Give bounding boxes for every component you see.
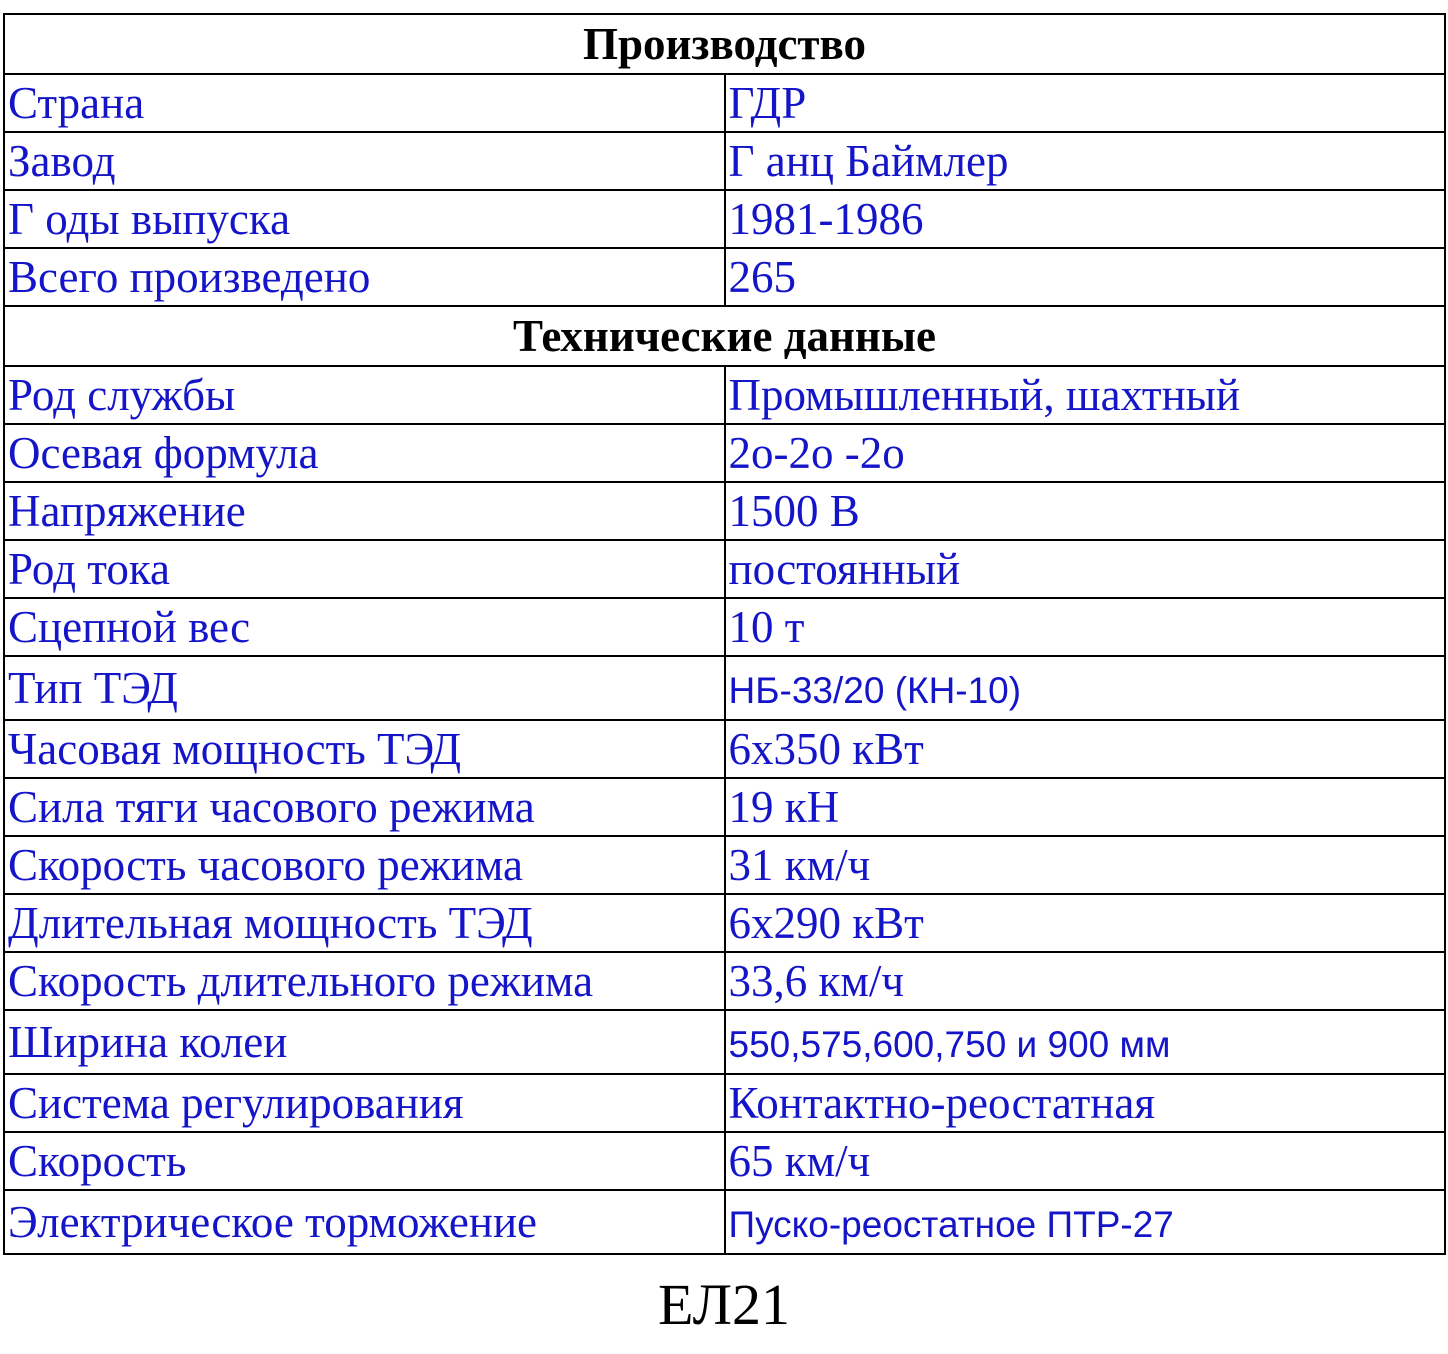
table-row [4, 836, 1445, 894]
row-value: Контактно-реостатная [725, 1074, 1446, 1132]
section-header-row [4, 14, 1445, 74]
table-row [4, 248, 1445, 306]
table-row [4, 540, 1445, 598]
row-value: ГДР [725, 74, 1446, 132]
row-value: 19 кН [725, 778, 1446, 836]
row-value: 6х290 кВт [725, 894, 1446, 952]
row-label: Система регулирования [4, 1074, 725, 1132]
row-label: Осевая формула [4, 424, 725, 482]
row-value: 33,6 км/ч [725, 952, 1446, 1010]
table-row [4, 1190, 1445, 1254]
row-label: Длительная мощность ТЭД [4, 894, 725, 952]
row-value: 1500 В [725, 482, 1446, 540]
table-row [4, 132, 1445, 190]
row-label: Скорость длительного режима [4, 952, 725, 1010]
row-label: Скорость [4, 1132, 725, 1190]
row-label: Напряжение [4, 482, 725, 540]
table-row [4, 74, 1445, 132]
row-value: 2o-2o -2o [725, 424, 1446, 482]
row-value: Промышленный, шахтный [725, 366, 1446, 424]
table-row [4, 656, 1445, 720]
table-row [4, 482, 1445, 540]
table-row [4, 894, 1445, 952]
specifications-table [3, 13, 1446, 1255]
table-row [4, 1010, 1445, 1074]
section-header-row [4, 306, 1445, 366]
section-title: Технические данные [4, 306, 1445, 366]
row-label: Страна [4, 74, 725, 132]
row-value: 550,575,600,750 и 900 мм [725, 1010, 1446, 1074]
row-value: НБ-33/20 (КН-10) [725, 656, 1446, 720]
table-row [4, 366, 1445, 424]
table-row [4, 720, 1445, 778]
row-value: 265 [725, 248, 1446, 306]
row-label: Электрическое торможение [4, 1190, 725, 1254]
row-value: 10 т [725, 598, 1446, 656]
row-value: Пуско-реостатное ПТР-27 [725, 1190, 1446, 1254]
specifications-table-body [4, 14, 1445, 1254]
row-label: Завод [4, 132, 725, 190]
row-value: 31 км/ч [725, 836, 1446, 894]
row-label: Тип ТЭД [4, 656, 725, 720]
row-label: Род тока [4, 540, 725, 598]
table-row [4, 598, 1445, 656]
table-row [4, 1132, 1445, 1190]
row-label: Сила тяги часового режима [4, 778, 725, 836]
row-label: Ширина колеи [4, 1010, 725, 1074]
row-label: Всего произведено [4, 248, 725, 306]
locomotive-caption: ЕЛ21 [657, 1272, 790, 1337]
row-label: Сцепной вес [4, 598, 725, 656]
table-row [4, 424, 1445, 482]
table-row [4, 1074, 1445, 1132]
row-label: Скорость часового режима [4, 836, 725, 894]
row-label: Часовая мощность ТЭД [4, 720, 725, 778]
row-label: Г оды выпуска [4, 190, 725, 248]
table-row [4, 778, 1445, 836]
row-label: Род службы [4, 366, 725, 424]
row-value: 1981-1986 [725, 190, 1446, 248]
section-title: Производство [4, 14, 1445, 74]
row-value: Г анц Баймлер [725, 132, 1446, 190]
row-value: 65 км/ч [725, 1132, 1446, 1190]
row-value: 6х350 кВт [725, 720, 1446, 778]
row-value: постоянный [725, 540, 1446, 598]
table-row [4, 190, 1445, 248]
table-row [4, 952, 1445, 1010]
